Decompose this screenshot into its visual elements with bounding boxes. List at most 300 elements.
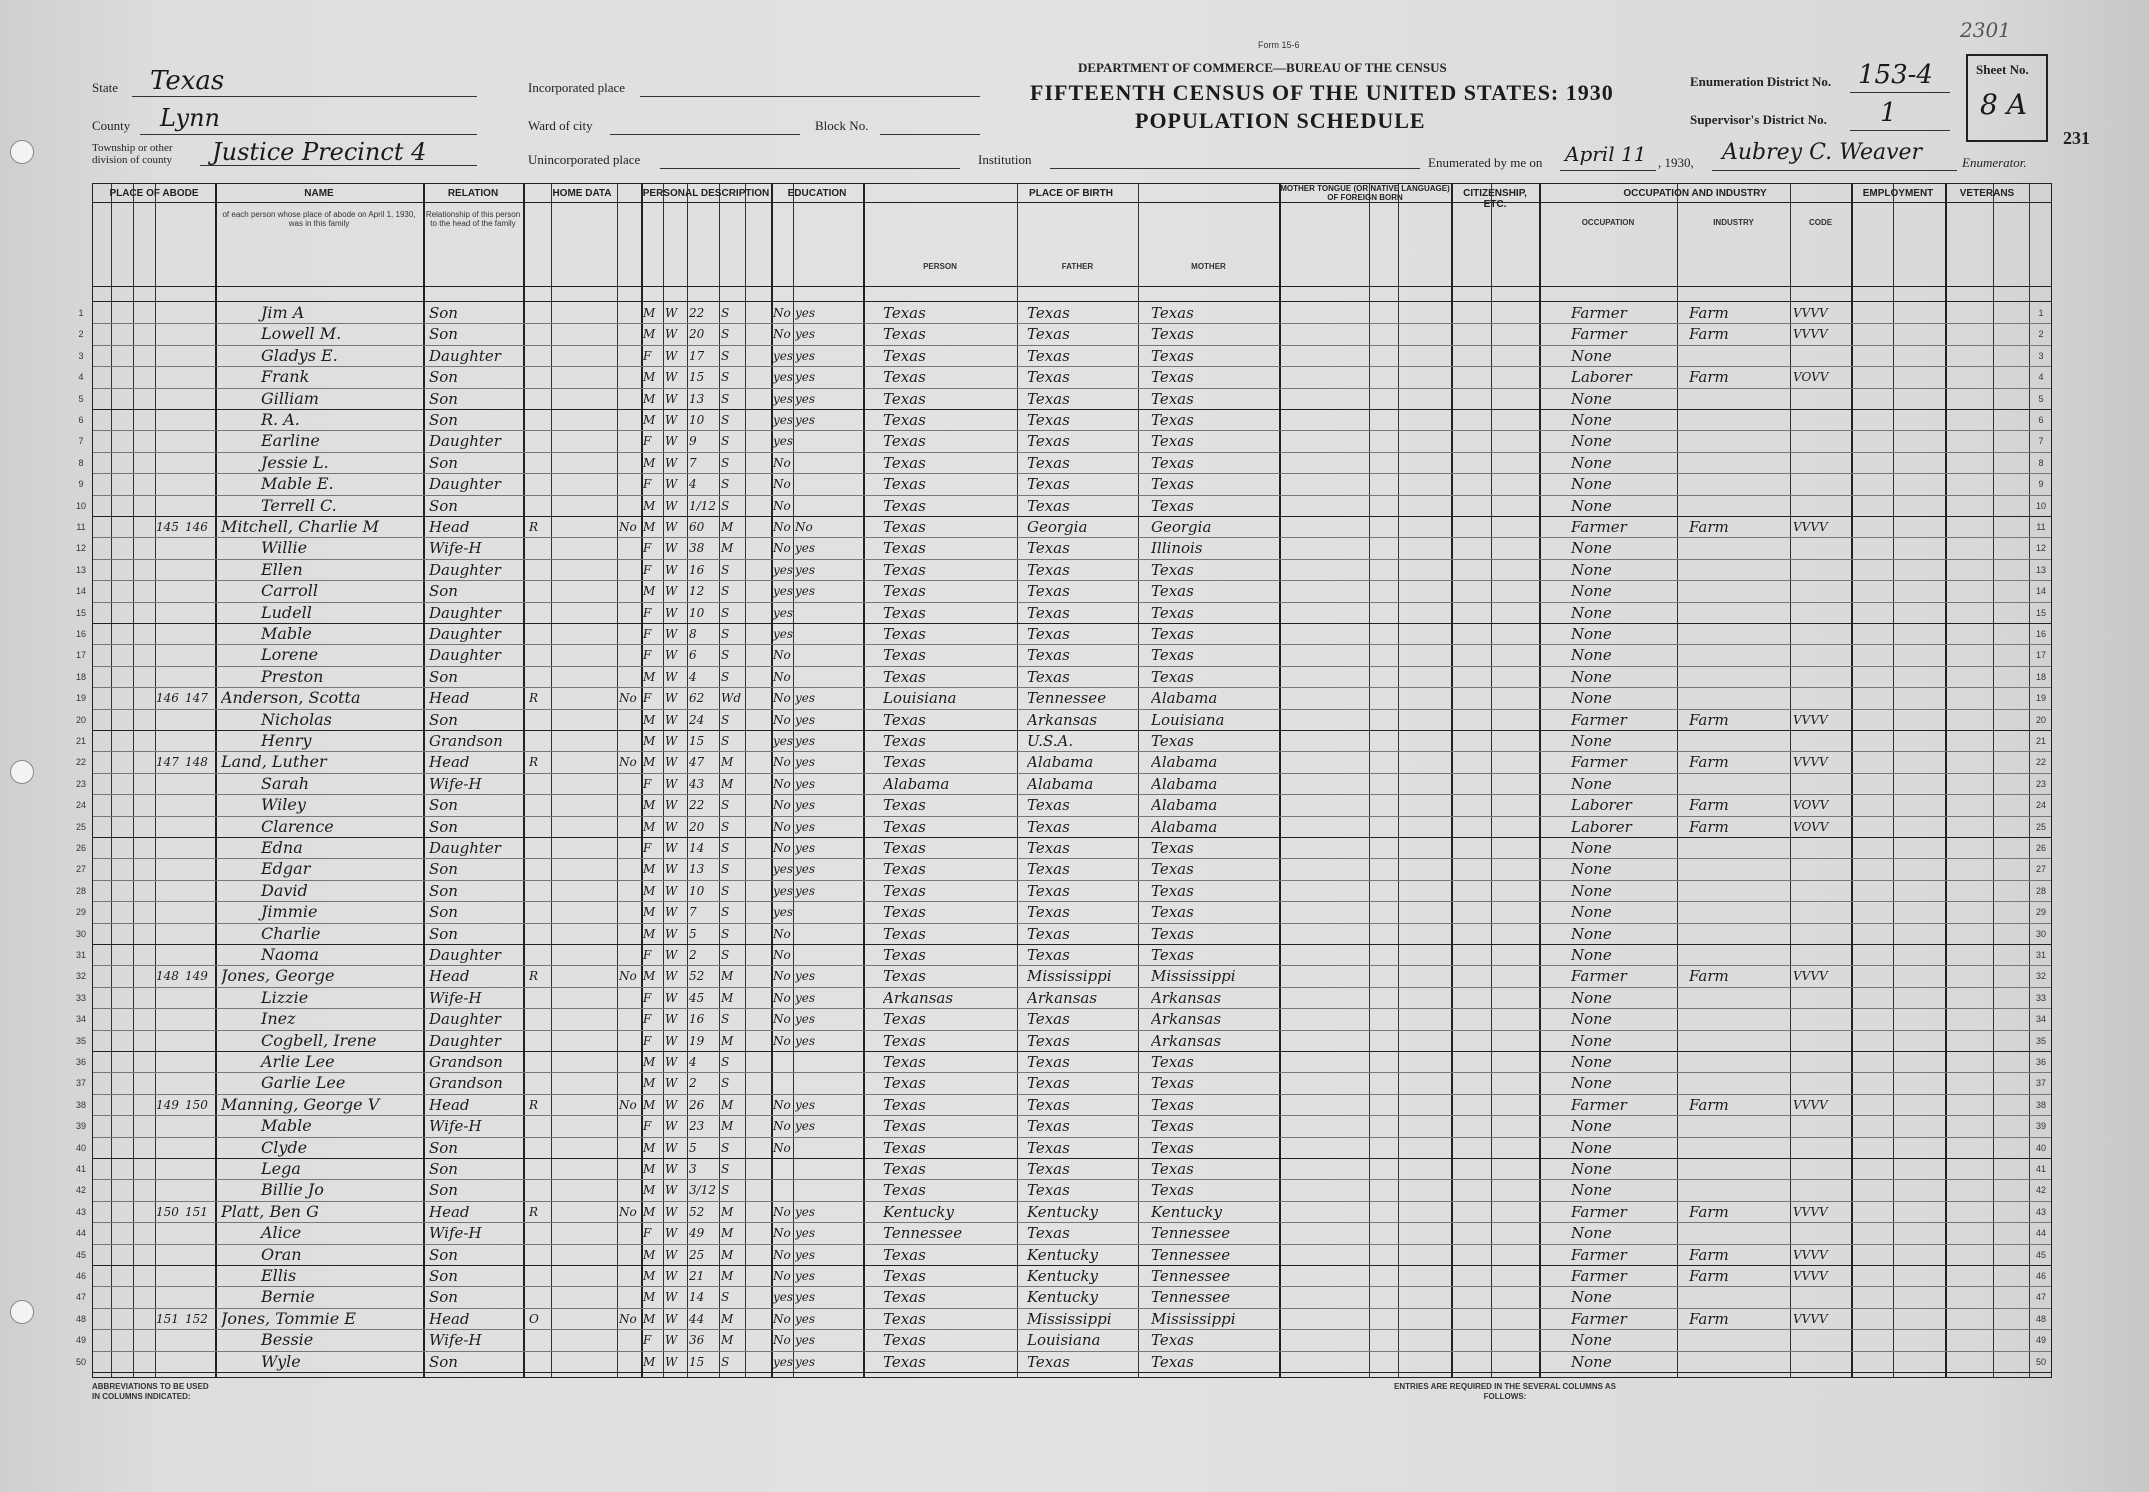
cell-mbp: Mississippi [1151,1309,1236,1328]
cell-bp: Texas [883,796,926,815]
cell-occ: None [1571,860,1612,879]
cell-mbp: Tennessee [1151,1245,1231,1264]
line-number-right: 31 [2035,950,2046,960]
cell-bp: Texas [883,753,926,772]
cell-race: W [665,348,678,363]
cell-bp: Kentucky [883,1202,954,1221]
cell-sex: M [643,1204,656,1219]
cell-mbp: Arkansas [1151,1010,1222,1029]
township-label: Township or other division of county [92,142,173,166]
cell-read: yes [795,883,816,898]
cell-rel: Son [429,325,458,344]
cell-age: 49 [689,1226,705,1241]
cell-mar: S [721,584,730,599]
cell-ind: Farm [1689,1309,1729,1328]
cell-name: Sarah [261,773,309,793]
cell-mbp: Texas [1151,1160,1194,1178]
cell-bp: Texas [883,625,926,643]
line-number: 14 [75,586,86,597]
line-number-right: 43 [2035,1206,2046,1217]
cell-occ: None [1571,1031,1612,1050]
cell-mar: M [721,1269,734,1283]
cell-mar: S [721,1140,730,1155]
cell-mbp: Texas [1151,732,1194,750]
cell-mbp: Texas [1151,582,1194,601]
enumerator-name: Aubrey C. Weaver [1722,140,1923,165]
line-number: 50 [75,1356,86,1367]
enum-district-label: Enumeration District No. [1690,74,1832,89]
line-number: 39 [75,1121,86,1132]
cell-sex: M [643,905,656,920]
cell-race: W [665,755,678,770]
cell-mbp: Texas [1151,1181,1194,1200]
cell-age: 23 [689,1119,705,1134]
cell-school: No [773,669,791,684]
cell-bp: Texas [883,582,926,601]
line-number-right: 9 [2038,479,2044,490]
cell-school: No [773,1012,791,1027]
cell-bp: Texas [883,1352,926,1371]
unincorporated-label: Unincorporated place [528,152,641,167]
cell-mbp: Texas [1151,839,1194,857]
cell-mbp: Texas [1151,860,1194,879]
cell-fbp: Texas [1027,1010,1070,1029]
cell-fbp: Texas [1027,1138,1070,1157]
cell-mbp: Texas [1151,946,1194,964]
cell-mar: M [721,520,734,534]
line-number: 36 [75,1057,86,1067]
cell-school: yes [773,627,793,641]
cell-fbp: Arkansas [1027,710,1098,729]
cell-ind: Farm [1689,1267,1729,1285]
cell-occ: None [1571,432,1612,451]
cell-mbp: Tennessee [1151,1288,1231,1307]
cell-name: Preston [261,666,324,686]
cell-rel: Wife-H [429,774,482,793]
cell-age: 4 [689,1055,697,1069]
cell-ind: Farm [1689,1095,1729,1114]
table-row [75,773,2051,794]
binder-hole [10,1300,34,1324]
enum-district-value: 153-4 [1858,60,1933,90]
cell-mar: S [721,1354,730,1369]
cell-age: 6 [689,648,697,663]
cell-own: R [529,1097,539,1112]
line-number: 23 [75,778,86,789]
cell-rel: Son [429,411,458,429]
cell-name: Henry [261,731,312,750]
cell-race: W [665,498,678,513]
cell-age: 13 [689,391,705,406]
cell-occ: None [1571,539,1612,558]
cell-radio: No [619,520,637,534]
cell-read: yes [795,348,816,363]
cell-mbp: Texas [1151,1138,1194,1157]
cell-fbp: Texas [1027,881,1070,900]
cell-school: yes [773,391,793,406]
cell-name: Mitchell, Charlie M [221,517,379,536]
cell-rel: Daughter [429,946,501,964]
cell-name: Oran [261,1244,302,1264]
cell-rel: Head [429,1202,470,1221]
cell-age: 7 [689,905,697,920]
cell-sex: M [643,1097,656,1112]
cell-age: 36 [689,1333,705,1348]
cell-rel: Son [429,304,458,322]
line-number-right: 29 [2035,907,2046,918]
cell-fbp: Kentucky [1027,1267,1098,1285]
cell-sex: F [643,776,652,791]
cell-dw: 150 [156,1204,179,1219]
cell-ind: Farm [1689,967,1729,986]
cell-school: No [773,1333,791,1348]
cell-occ: None [1571,732,1612,750]
cell-mar: S [721,926,730,941]
cell-name: Billie Jo [261,1180,324,1200]
cell-mbp: Texas [1151,560,1194,579]
line-number-right: 33 [2035,992,2046,1003]
entries-title: ENTRIES ARE REQUIRED IN THE SEVERAL COLUMNS AS FOLLOWS: [1394,1382,1616,1401]
cell-mbp: Texas [1151,924,1194,943]
cell-mbp: Texas [1151,1053,1194,1071]
county-value: Lynn [160,104,220,132]
cell-read: yes [795,1333,816,1348]
line-number: 34 [75,1014,86,1025]
cell-fbp: Mississippi [1027,967,1112,986]
cell-mar: M [721,969,734,984]
enumerated-label: Enumerated by me on [1428,155,1543,170]
cell-read: yes [795,1269,816,1283]
cell-name: Bernie [261,1287,315,1307]
cell-fam: 148 [185,755,208,770]
cell-bp: Texas [883,1331,926,1350]
line-number-right: 28 [2035,885,2046,896]
cell-bp: Texas [883,389,926,408]
cell-own: R [529,969,539,984]
cell-rel: Son [429,1288,458,1307]
cell-mar: S [721,627,730,641]
subhead-relation: Relationship of this person to the head of the family [425,210,521,228]
cell-read: yes [795,541,816,556]
line-number-right: 44 [2035,1228,2046,1239]
cell-age: 17 [689,348,705,363]
cell-occ: Farmer [1571,1309,1627,1328]
cell-mbp: Alabama [1151,774,1218,793]
cell-rel: Son [429,453,458,472]
cell-mbp: Texas [1151,903,1194,922]
state-value: Texas [150,66,225,96]
table-row [75,1351,2051,1372]
table-row [75,580,2051,601]
cell-mar: S [721,1012,730,1027]
cell-fbp: Texas [1027,924,1070,943]
cell-fbp: Kentucky [1027,1245,1098,1264]
cell-occ: Laborer [1571,817,1632,836]
cell-read: No [795,520,813,534]
line-number-right: 3 [2038,350,2044,361]
cell-read: yes [795,562,816,577]
cell-bp: Texas [883,1031,926,1050]
sheet-label: Sheet No. [1976,62,2029,77]
cell-name: Lega [261,1159,301,1178]
cell-rel: Son [429,710,458,729]
cell-bp: Texas [883,475,926,494]
cell-name: Alice [261,1223,302,1243]
cell-mar: S [721,948,730,962]
cell-age: 2 [689,1076,697,1091]
line-number-right: 20 [2035,714,2046,725]
cell-occ: None [1571,603,1612,622]
cell-race: W [665,990,678,1005]
cell-name: Jones, Tommie E [221,1308,356,1328]
cell-sex: F [643,691,652,706]
cell-fbp: Texas [1027,1181,1070,1200]
cell-read: yes [795,1226,816,1241]
cell-bp: Texas [883,1074,926,1093]
cell-fbp: Alabama [1027,774,1094,793]
cell-rel: Son [429,496,458,515]
enumerated-year: , 1930, [1658,155,1694,170]
cell-rel: Son [429,924,458,943]
cell-own: R [529,1204,539,1219]
line-number: 17 [75,650,86,661]
cell-race: W [665,584,678,599]
document-title: FIFTEENTH CENSUS OF THE UNITED STATES: 1930 [1030,80,1614,105]
cell-name: Jones, George [221,966,335,986]
cell-rel: Son [429,582,458,601]
cell-occ: None [1571,1181,1612,1200]
cell-occ: None [1571,475,1612,494]
cell-fam: 149 [185,969,208,984]
cell-sex: F [643,627,652,641]
cell-race: W [665,798,678,813]
cell-mbp: Texas [1151,389,1194,408]
binder-hole [10,760,34,784]
cell-fbp: Georgia [1027,518,1088,536]
table-row [75,1244,2051,1265]
cell-occ: Farmer [1571,967,1627,986]
cell-school: No [773,926,791,941]
table-row [75,1051,2051,1072]
cell-rel: Wife-H [429,1117,482,1136]
cell-occ: None [1571,1053,1612,1071]
cell-name: Clarence [261,816,334,836]
cell-mbp: Texas [1151,346,1194,365]
cell-mar: S [721,370,730,385]
cell-name: Edna [261,838,303,857]
table-row [75,687,2051,708]
line-number: 28 [75,885,86,896]
line-number: 22 [75,757,86,768]
cell-sex: F [643,841,652,855]
state-label: State [92,80,118,95]
line-number-right: 15 [2035,607,2046,618]
cell-school: yes [773,734,793,748]
cell-rel: Son [429,1160,458,1178]
cell-fbp: Texas [1027,346,1070,365]
cell-race: W [665,1012,678,1027]
cell-rel: Son [429,667,458,686]
table-row [76,516,2051,537]
cell-race: W [665,926,678,941]
line-number: 46 [75,1271,86,1281]
cell-mar: M [721,1247,734,1262]
table-row [75,1094,2051,1115]
subhead-occupation: OCCUPATION [1581,218,1635,227]
cell-name: Mable E. [261,474,334,494]
cell-rel: Daughter [429,603,501,622]
cell-ind: Farm [1689,796,1729,815]
cell-race: W [665,1097,678,1112]
cell-bp: Texas [883,710,926,729]
cell-fbp: Texas [1027,1117,1070,1136]
cell-age: 15 [689,1354,705,1369]
cell-fbp: Texas [1027,304,1070,322]
cell-race: W [665,905,678,920]
cell-mar: S [721,562,730,577]
cell-fbp: Texas [1027,325,1070,344]
header-employment: EMPLOYMENT [1862,188,1934,199]
cell-sex: M [643,862,656,877]
institution-label: Institution [978,152,1032,167]
cell-bp: Texas [883,304,926,322]
cell-sex: F [643,477,652,492]
cell-fbp: Texas [1027,368,1070,387]
cell-mar: S [721,1183,730,1198]
cell-bp: Texas [883,817,926,836]
stamp-number: 2301 [1960,18,2011,42]
cell-bp: Texas [883,518,926,536]
cell-read: yes [795,391,816,406]
cell-mbp: Texas [1151,1074,1194,1093]
cell-school: No [773,1097,791,1112]
cell-race: W [665,691,678,706]
table-row [75,666,2051,687]
cell-read: yes [795,691,816,706]
table-row [75,794,2051,815]
cell-bp: Texas [883,1138,926,1157]
cell-read: yes [795,306,816,320]
cell-age: 3 [689,1162,697,1176]
cell-school: yes [773,370,793,385]
line-number: 19 [75,693,86,704]
cell-race: W [665,712,678,727]
cell-radio: No [619,691,637,706]
cell-occ: None [1571,560,1612,579]
cell-name: R. A. [261,410,300,429]
cell-mar: M [721,990,734,1005]
table-row [75,1308,2051,1329]
table-row [75,1265,2051,1286]
line-number-right: 10 [2035,500,2046,511]
cell-school: yes [773,434,793,449]
cell-rel: Son [429,903,458,922]
cell-mbp: Texas [1151,496,1194,515]
line-number-right: 26 [2035,843,2046,853]
cell-bp: Tennessee [883,1224,963,1243]
cell-race: W [665,819,678,834]
cell-occ: Farmer [1571,325,1627,344]
line-number-right: 47 [2035,1292,2046,1303]
cell-race: W [665,1247,678,1262]
cell-bp: Alabama [883,774,950,793]
table-row [78,323,2051,344]
subhead-code: CODE [1808,218,1833,227]
cell-mar: Wd [721,691,742,706]
cell-age: 15 [689,734,705,748]
cell-bp: Texas [883,924,926,943]
cell-school: No [773,306,791,320]
line-number-right: 36 [2035,1057,2046,1067]
cell-name: Lizzie [261,987,309,1007]
line-number: 43 [75,1206,86,1217]
cell-mbp: Tennessee [1151,1224,1231,1243]
cell-ind: Farm [1689,325,1729,344]
cell-sex: M [643,883,656,898]
cell-sex: M [643,327,656,342]
cell-race: W [665,391,678,406]
block-label: Block No. [815,118,869,133]
subhead-father: FATHER [1061,262,1094,271]
cell-mar: S [721,712,730,727]
cell-code: VVVV [1793,1311,1828,1326]
cell-bp: Texas [883,1267,926,1285]
line-number-right: 19 [2035,693,2046,704]
cell-read: yes [795,755,816,770]
cell-mar: S [721,648,730,663]
cell-race: W [665,413,678,427]
cell-bp: Texas [883,1010,926,1029]
cell-fbp: Texas [1027,496,1070,515]
cell-sex: F [643,990,652,1005]
cell-sex: F [643,1012,652,1027]
table-row [75,1286,2051,1307]
cell-mar: S [721,413,730,427]
cell-read: yes [795,1311,816,1326]
cell-school: yes [773,562,793,577]
line-number-right: 16 [2035,629,2046,639]
cell-sex: M [643,413,656,427]
table-row [75,1072,2051,1093]
page-number: 231 [2063,128,2090,148]
cell-occ: Farmer [1571,1202,1627,1221]
cell-mar: M [721,541,734,556]
cell-mar: M [721,1311,734,1326]
cell-mar: S [721,841,730,855]
cell-name: Edgar [261,859,311,879]
line-number: 32 [75,971,86,982]
cell-sex: M [643,926,656,941]
line-number: 47 [75,1292,86,1303]
cell-rel: Wife-H [429,988,482,1007]
line-number-right: 27 [2035,864,2046,875]
line-number: 31 [75,950,86,960]
cell-rel: Head [429,967,470,986]
cell-name: Wyle [261,1351,301,1371]
cell-mar: S [721,883,730,898]
cell-occ: None [1571,582,1612,601]
line-number: 26 [75,843,86,853]
cell-age: 9 [689,434,697,449]
cell-name: Jessie L. [261,452,329,472]
cell-name: Jimmie [261,902,318,922]
cell-bp: Texas [883,346,926,365]
cell-mbp: Texas [1151,475,1194,494]
cell-sex: M [643,798,656,813]
cell-mbp: Texas [1151,432,1194,451]
cell-occ: None [1571,881,1612,900]
cell-code: VVVV [1793,712,1828,727]
